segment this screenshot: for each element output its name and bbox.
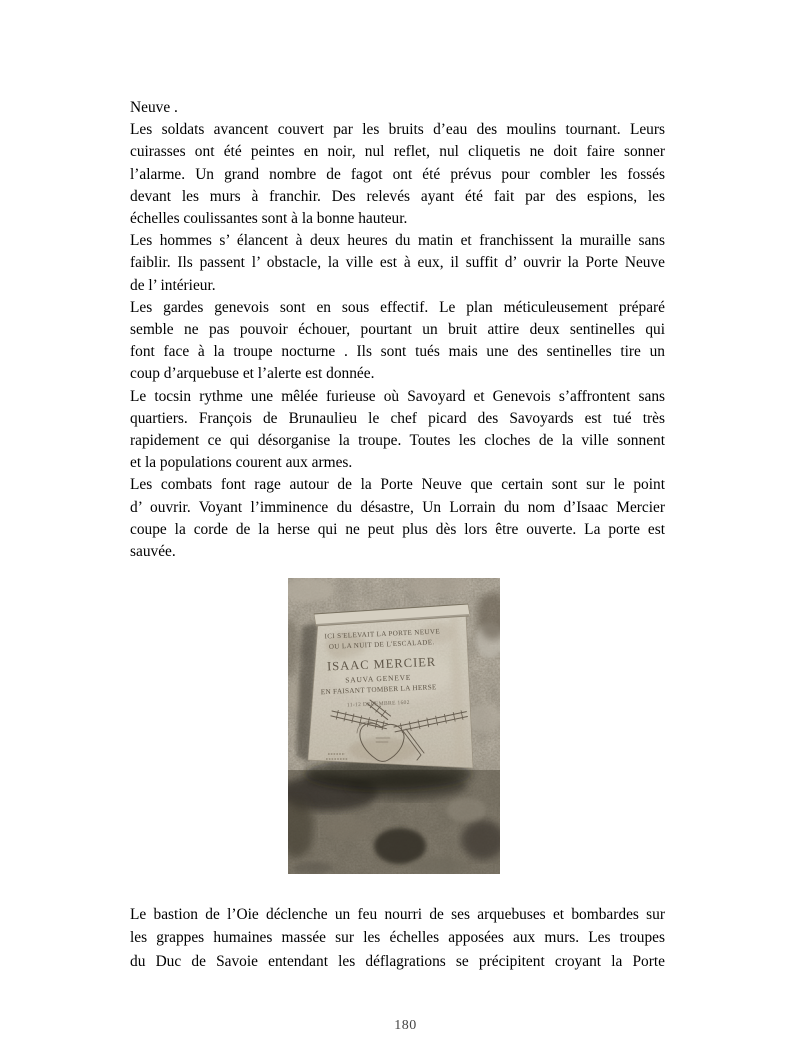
text-line: Le tocsin rythme une mêlée furieuse où Savoyard et Genevois s’affrontent sans (130, 387, 665, 405)
text-line: Les soldats avancent couvert par les bruits d’eau des moulins tournant. Leurs (130, 121, 665, 139)
text-line: sauvée. (130, 543, 176, 561)
text-line: les grappes humaines massée sur les échelles apposées aux murs. Les troupes (130, 929, 665, 947)
text-line: semble ne pas pouvoir échouer, pourtant un bruit attire deux sentinelles qui (130, 321, 665, 339)
plaque-line-1: ICI S'ELEVAIT LA PORTE NEUVE (324, 627, 441, 641)
text-line: Les combats font rage autour de la Porte Neuve que certain sont sur le point (130, 476, 665, 494)
plaque-photo-graphic (288, 578, 500, 874)
body-text-above-photo (130, 97, 665, 563)
text-line: du Duc de Savoie entendant les déflagrations se précipitent croyant la Porte (130, 952, 665, 970)
text-line: de l’ intérieur. (130, 276, 216, 294)
plaque-line-4: EN FAISANT TOMBER LA HERSE (320, 683, 437, 697)
text-line: d’ ouvrir. Voyant l’imminence du désastre, Un Lorrain du nom d’Isaac Mercier (130, 498, 665, 516)
plaque-photo (288, 578, 500, 874)
text-line: quartiers. François de Brunaulieu le chef picard des Savoyards est tué très (130, 409, 665, 427)
text-line: cuirasses ont été peintes en noir, nul reflet, nul cliquetis ne doit faire sonner (130, 143, 665, 161)
text-line: Les hommes s’ élancent à deux heures du matin et franchissent la muraille sans (130, 232, 665, 250)
text-line: font face à la troupe nocturne . Ils sont tués mais une des sentinelles tire un (130, 343, 665, 361)
text-line: Neuve . (130, 99, 178, 116)
page-footer (130, 1016, 665, 1034)
text-line: rapidement ce qui désorganise la troupe. Toutes les cloches de la ville sonnent (130, 432, 665, 450)
text-line: et la populations courent aux armes. (130, 454, 353, 472)
text-line: l’alarme. Un grand nombre de fagot ont été prévus pour combler les fossés (130, 165, 665, 183)
plaque-line-2: OU LA NUIT DE L'ESCALADE. (328, 638, 435, 651)
plaque-date: 11-12 DECEMBRE 1602 (346, 699, 410, 709)
text-line: coup d’arquebuse et l’alerte est donnée. (130, 365, 375, 383)
text-line: Les gardes genevois sont en sous effectif. Le plan méticuleusement préparé (130, 298, 665, 316)
body-text-below-photo (130, 903, 665, 973)
text-line: Le bastion de l’Oie déclenche un feu nourri de ses arquebuses et bombardes sur (130, 906, 665, 923)
text-line: devant les murs à franchir. Des relevés ayant été fait par des espions, les (130, 187, 665, 205)
text-line: coupe la corde de la herse qui ne peut plus dès lors être ouverte. La porte est (130, 520, 665, 538)
text-line: échelles coulissantes sont à la bonne hauteur. (130, 210, 408, 228)
plaque-name: ISAAC MERCIER (326, 654, 437, 674)
plaque-line-3: SAUVA GENEVE (345, 672, 412, 685)
page-number: 180 (394, 1018, 417, 1033)
text-line: faiblir. Ils passent l’ obstacle, la ville est à eux, il suffit d’ ouvrir la Porte Neuve (130, 254, 665, 272)
